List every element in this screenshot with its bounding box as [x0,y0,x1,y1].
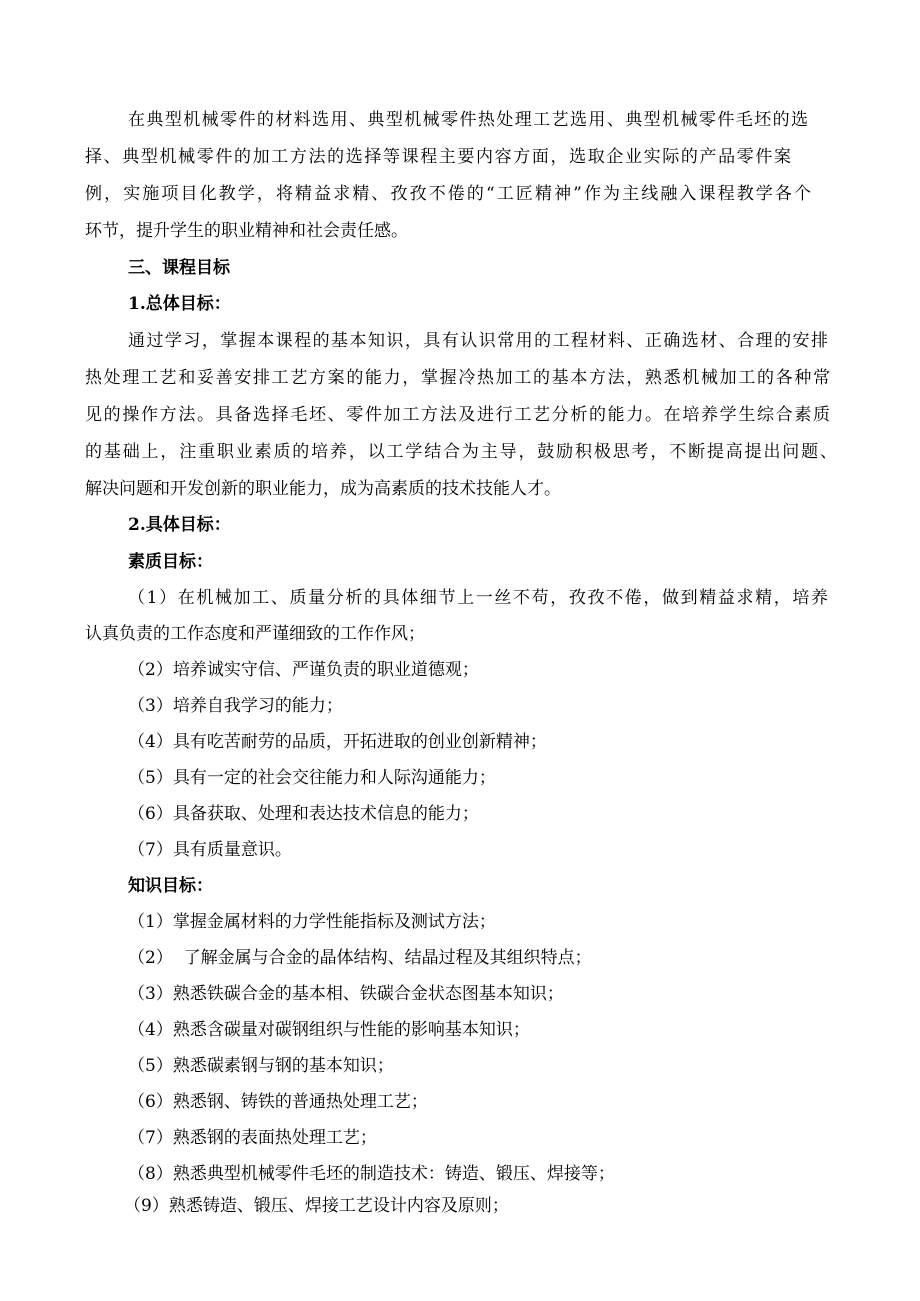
quality-item-4: （4）具有吃苦耐劳的品质，开拓进取的创业创新精神； [128,732,547,752]
intro-line-3: 例，实施项目化教学，将精益求精、孜孜不倦的“工匠精神”作为主线融入课程教学各个 [85,184,811,204]
quality-item-5: （5）具有一定的社会交往能力和人际沟通能力； [128,768,496,788]
intro-line-1: 在典型机械零件的材料选用、典型机械零件热处理工艺选用、典型机械零件毛坯的选 [128,110,808,130]
knowledge-item-6: （6）熟悉钢、铸铁的普通热处理工艺； [128,1092,428,1112]
overall-line-4: 的基础上，注重职业素质的培养，以工学结合为主导，鼓励积极思考，不断提高提出问题、 [85,442,837,462]
subheading-knowledge-goals: 知识目标： [128,876,213,896]
quality-item-2: （2）培养诚实守信、严谨负责的职业道德观； [128,660,479,680]
knowledge-item-1: （1）掌握金属材料的力学性能指标及测试方法； [128,912,496,932]
overall-line-1: 通过学习，掌握本课程的基本知识，具有认识常用的工程材料、正确选材、合理的安排 [128,331,828,351]
subheading-overall-goal: 1.总体目标： [128,294,231,314]
knowledge-item-9: （9）熟悉铸造、锻压、焊接工艺设计内容及原则； [124,1196,509,1216]
knowledge-item-2: （2） 了解金属与合金的晶体结构、结晶过程及其组织特点； [128,948,592,968]
section-heading-course-goals: 三、课程目标 [128,258,230,278]
overall-line-2: 热处理工艺和妥善安排工艺方案的能力，掌握冷热加工的基本方法，熟悉机械加工的各种常 [85,368,830,388]
quality-item-1-line-1: （1）在机械加工、质量分析的具体细节上一丝不苟，孜孜不倦，做到精益求精，培养 [128,588,828,608]
subheading-quality-goals: 素质目标： [128,552,213,572]
subheading-specific-goals: 2.具体目标： [128,515,231,535]
quality-item-7: （7）具有质量意识。 [128,840,292,860]
knowledge-item-8: （8）熟悉典型机械零件毛坯的制造技术：铸造、锻压、焊接等； [128,1164,615,1184]
intro-line-4: 环节，提升学生的职业精神和社会责任感。 [85,221,408,241]
knowledge-item-5: （5）熟悉碳素钢与钢的基本知识； [128,1056,394,1076]
overall-line-5: 解决问题和开发创新的职业能力，成为高素质的技术技能人才。 [85,479,561,499]
knowledge-item-3: （3）熟悉铁碳合金的基本相、铁碳合金状态图基本知识； [128,984,564,1004]
knowledge-item-4: （4）熟悉含碳量对碳钢组织与性能的影响基本知识； [128,1020,530,1040]
quality-item-6: （6）具备获取、处理和表达技术信息的能力； [128,804,479,824]
knowledge-item-7: （7）熟悉钢的表面热处理工艺； [128,1128,377,1148]
intro-line-2: 择、典型机械零件的加工方法的选择等课程主要内容方面，选取企业实际的产品零件案 [85,147,791,167]
quality-item-1-line-2: 认真负责的工作态度和严谨细致的工作作风； [85,624,425,644]
overall-line-3: 见的操作方法。具备选择毛坯、零件加工方法及进行工艺分析的能力。在培养学生综合素质 [85,405,830,425]
quality-item-3: （3）培养自我学习的能力； [128,696,343,716]
